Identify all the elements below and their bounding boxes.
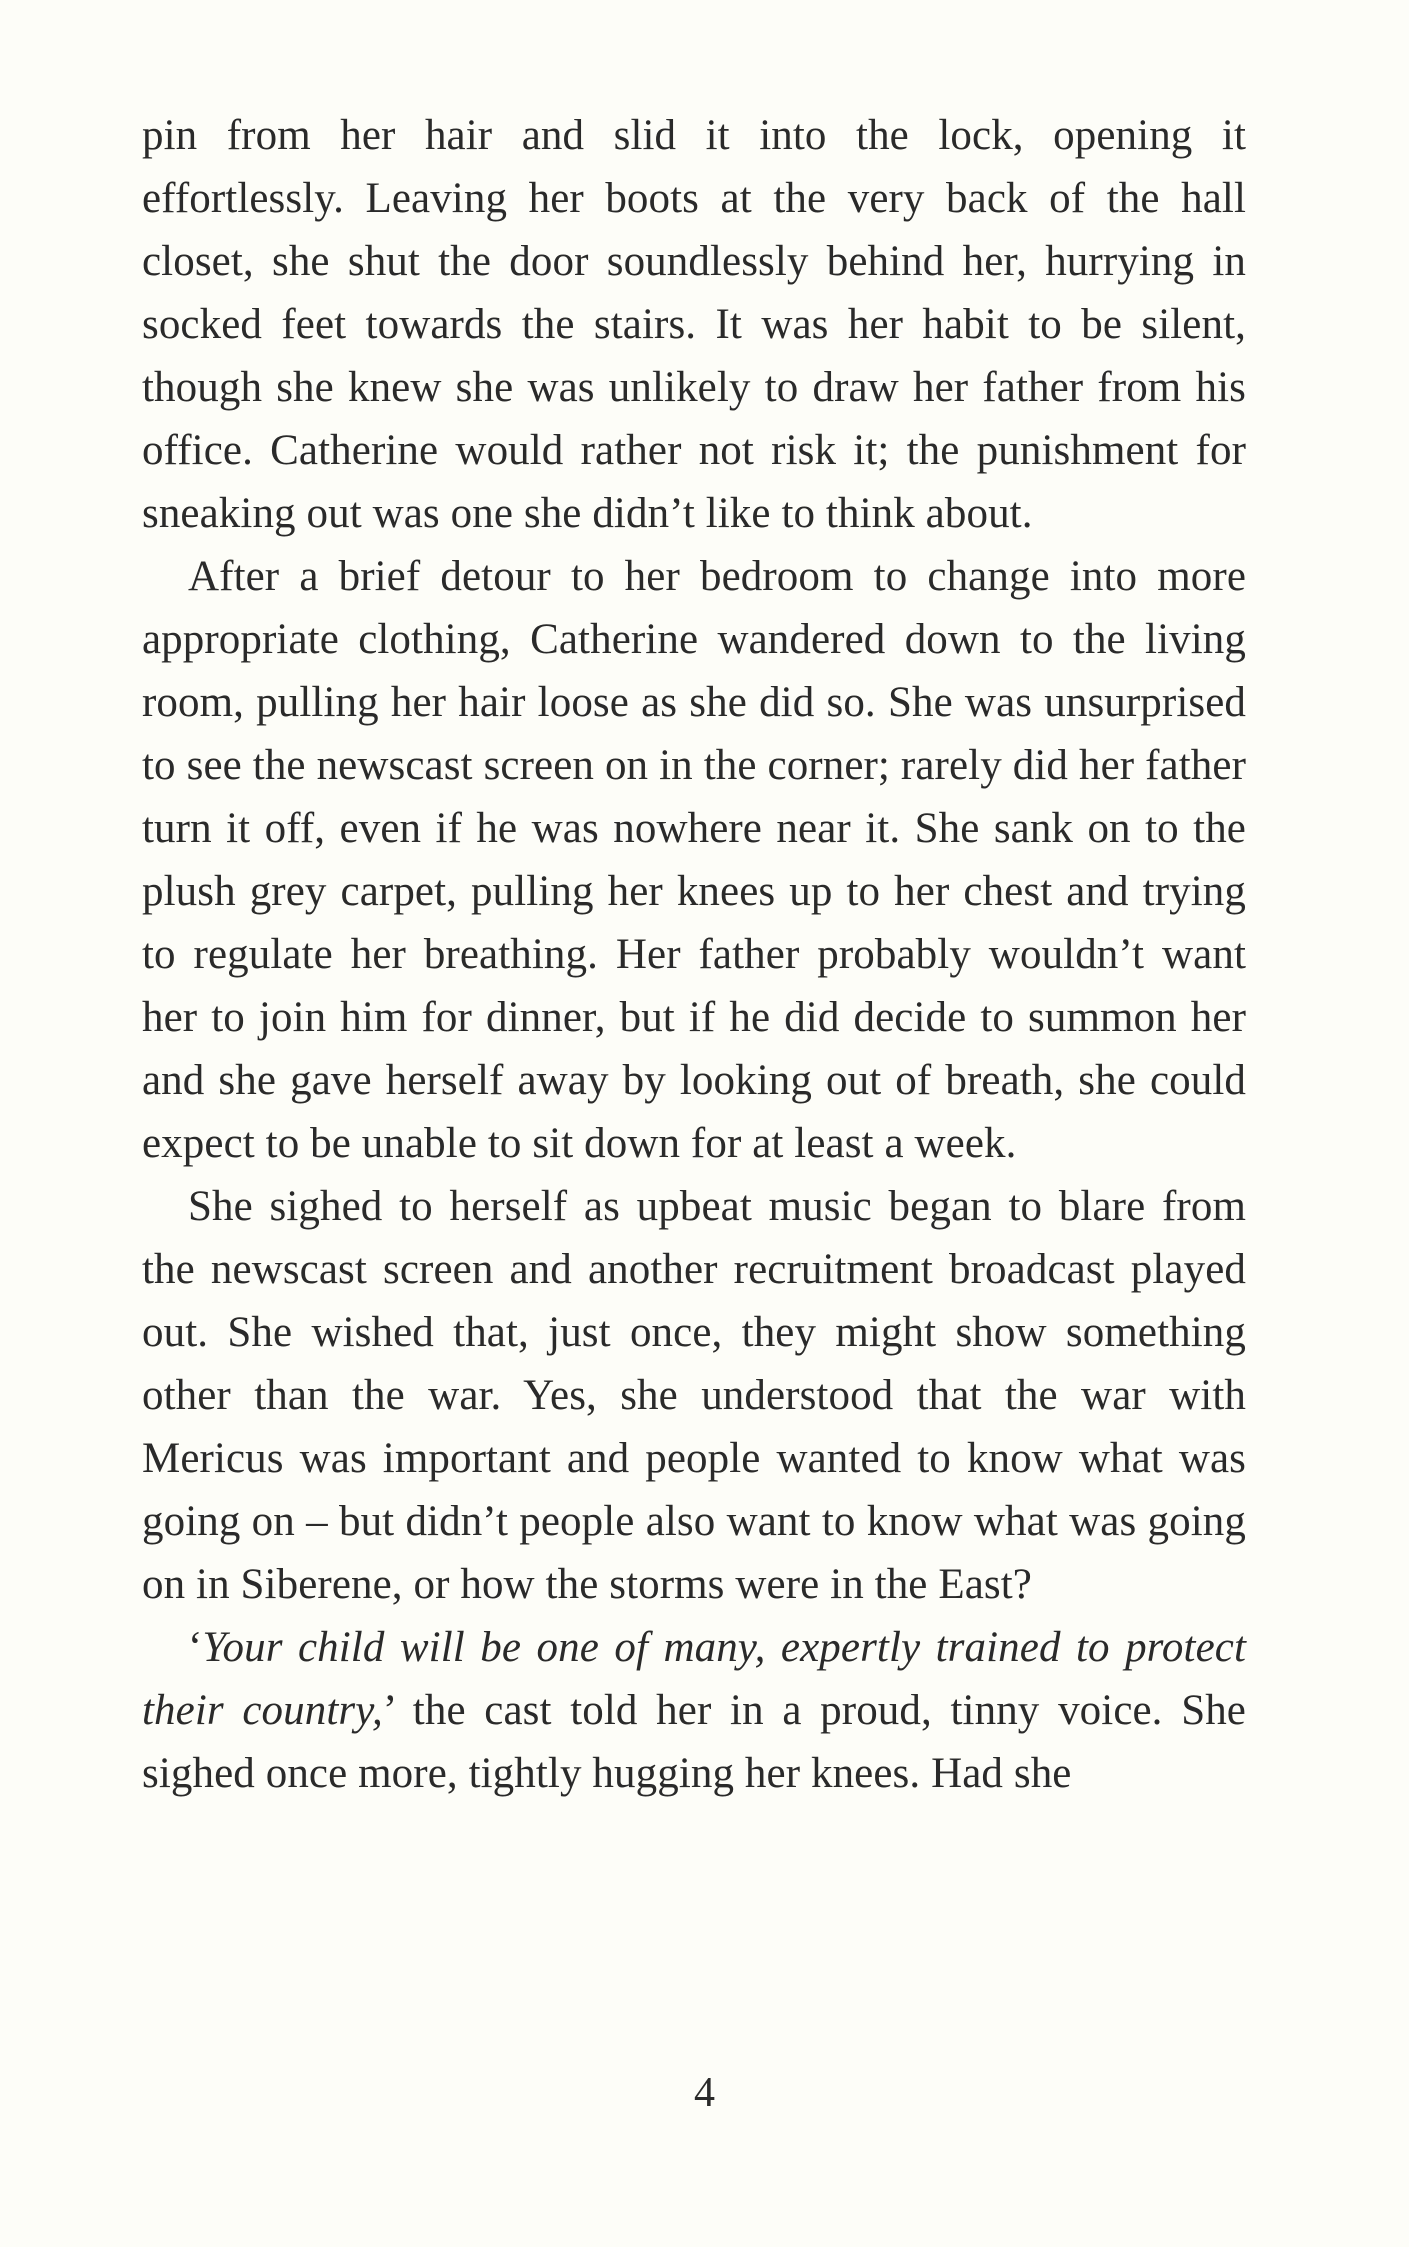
- paragraph-4-text: the cast told her in a proud, tinny voice. She sighed once more, tightly hugging her knees. Had she: [142, 1687, 1246, 1797]
- paragraph-3: She sighed to herself as upbeat music began to blare from the newscast screen and another recruitment broadcast played out. She wished that, just once, they might show something other than the war. Yes, she understood that the war with Mericus was important and people wanted to know what was going on – but didn’t people also want to know what was going on in Siberene, or how the storms were in the East?: [142, 1183, 1246, 1608]
- body-text: [142, 104, 1246, 1805]
- paragraph-2: After a brief detour to her bedroom to change into more appropriate clothing, Catherine wandered down to the living room, pulling her hair loose as she did so. She was unsurprised to see the newscast screen on in the corner; rarely did her father turn it off, even if he was nowhere near it. She sank on to the plush grey carpet, pulling her knees up to her chest and trying to regulate her breathing. Her father probably wouldn’t want her to join him for dinner, but if he did decide to summon her and she gave herself away by looking out of breath, she could expect to be unable to sit down for at least a week.: [142, 553, 1246, 1167]
- italic-quote: Your child will be one of many, expertly trained to protect their country,: [142, 1624, 1246, 1734]
- paragraph-4: [142, 1616, 1246, 1805]
- page-number: 4: [694, 2070, 715, 2116]
- paragraph-1: pin from her hair and slid it into the lock, opening it effortlessly. Leaving her boots at the very back of the hall closet, she shut the door soundlessly behind her, hurrying in socked feet towards the stairs. It was her habit to be silent, though she knew she was unlikely to draw her father from his office. Catherine would rather not risk it; the punishment for sneaking out was one she didn’t like to think about.: [142, 112, 1246, 537]
- quote-close-mark: ’: [382, 1687, 395, 1734]
- quote-open-mark: ‘: [188, 1624, 203, 1671]
